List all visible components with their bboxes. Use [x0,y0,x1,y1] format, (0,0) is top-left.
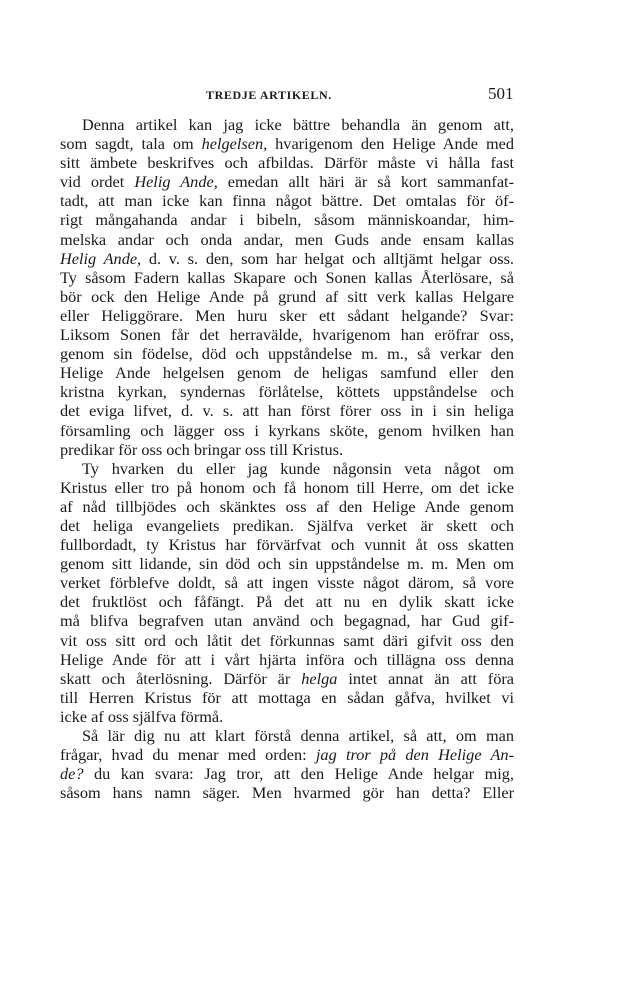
text-run: må blifva begrafven utan använd och begagnad, har Gud gif- [60,611,514,631]
text-run: det heliga evangeliets predikan. Själfva verket är skett och [60,515,514,535]
text-run: Kristus eller tro på honom och få honom till Herre, om det icke [60,477,514,497]
text-line [60,478,514,497]
text-run: predikar för oss och bringar oss till Kristus. [60,439,344,459]
text-run: det fruktlöst och fåfängt. På det att nu en dylik skatt icke [60,592,514,612]
body-text [60,115,514,802]
text-run: hvarigenom den Helige Ande med [267,134,514,154]
text-line [60,459,514,478]
text-line [60,249,514,268]
paragraph [60,115,514,459]
text-line [60,535,514,554]
text-run: Helige Ande för att i vårt hjärta införa och tillägna oss denna [60,649,514,669]
text-line [60,688,514,707]
text-run: Så lär dig nu att klart förstå denna artikel, så att, om man [82,726,514,745]
text-run: eller Heliggörare. Men huru sker ett sådant helgande? Svar: [60,305,514,325]
text-run: frågar, hvad du menar med orden: [60,745,316,765]
text-line [60,783,514,802]
text-line [60,573,514,592]
text-line [60,554,514,573]
text-run: rigt mångahanda andar i bibeln, såsom människoandar, him- [60,210,514,230]
text-run: som sagdt, tala om [60,134,202,154]
italic-text: helga [301,668,338,688]
text-run: verket förblefve doldt, så att ingen visste något därom, så vore [60,573,514,593]
text-run: församling och lägger oss i kyrkans sköte, genom hvilken han [60,420,514,440]
text-run: icke af oss själfva förmå. [60,706,224,726]
page-number: 501 [488,84,514,103]
text-run: Denna artikel kan jag icke bättre behandla än genom att, [82,115,514,134]
text-line [60,382,514,401]
text-line [60,726,514,745]
text-run: genom sin födelse, död och uppståndelse m. m., så verkar den [60,344,514,364]
text-line [60,592,514,611]
text-line [60,344,514,363]
text-run: vid ordet [60,172,135,192]
paragraph [60,726,514,802]
text-run: bör ock den Helige Ande på grund af sitt verk kallas Helgare [60,286,514,306]
running-head-title: TREDJE ARTIKELN. [206,88,332,102]
italic-text: jag tror på den Helige An- [315,745,514,765]
text-line [60,268,514,287]
text-line [60,440,514,459]
text-line [60,669,514,688]
text-run: intet annat än att föra [337,668,514,688]
text-line [60,516,514,535]
text-line [60,497,514,516]
text-run: melska andar och onda andar, men Guds ande ensam kallas [60,229,514,249]
text-run: Ty såsom Fadern kallas Skapare och Sonen kallas Återlösare, så [60,267,514,287]
italic-text: Helig Ande, [60,248,142,268]
text-line [60,764,514,783]
text-line [60,745,514,764]
text-line [60,172,514,191]
text-line [60,153,514,172]
text-run: såsom hans namn säger. Men hvarmed gör han detta? Eller [60,783,514,803]
text-line [60,134,514,153]
text-line [60,230,514,249]
text-run: genom sitt lidande, sin död och sin uppståndelse m. m. Men om [60,554,514,574]
text-run: skatt och återlösning. Därför är [60,668,302,688]
text-run: Ty hvarken du eller jag kunde någonsin veta något om [82,458,514,478]
text-line [60,191,514,210]
text-run: af nåd tillbjödes och skänktes oss af den Helige Ande genom [60,496,514,516]
text-run: emedan allt häri är så kort sammanfat- [217,172,514,192]
text-run: kristna kyrkan, syndernas förlåtelse, köttets uppståndelse och [60,382,514,402]
text-line [60,611,514,630]
text-line [60,401,514,420]
text-line [60,421,514,440]
text-run: d. v. s. den, som har helgat och alltjämt helgar oss. [141,248,514,268]
running-header [0,84,624,108]
italic-text: Helig Ande, [134,172,218,192]
text-line [60,210,514,229]
text-line [60,650,514,669]
text-run: du kan svara: Jag tror, att den Helige Ande helgar mig, [83,764,514,784]
text-run: till Herren Kristus för att mottaga en sådan gåfva, hvilket vi [60,687,514,707]
text-line [60,306,514,325]
text-run: fullbordadt, ty Kristus har förvärfvat och vunnit åt oss skatten [60,535,514,555]
text-run: det eviga lifvet, d. v. s. att han först förer oss in i sin heliga [60,401,514,421]
italic-text: helgelsen, [201,134,268,154]
text-line [60,115,514,134]
paragraph [60,459,514,726]
text-line [60,631,514,650]
text-run: Helige Ande helgelsen genom de heligas samfund eller den [60,363,514,383]
text-line [60,325,514,344]
text-line [60,287,514,306]
text-run: Liksom Sonen får det herravälde, hvarigenom han eröfrar oss, [60,325,514,345]
text-run: tadt, att man icke kan finna något bättre. Det omtalas för öf- [60,191,514,211]
text-line [60,707,514,726]
text-line [60,363,514,382]
text-run: sitt ämbete beskrifves och afbildas. Därför måste vi hålla fast [60,153,514,173]
italic-text: de? [60,764,84,784]
text-run: vit oss sitt ord och låtit det förkunnas samt däri gifvit oss den [60,630,514,650]
